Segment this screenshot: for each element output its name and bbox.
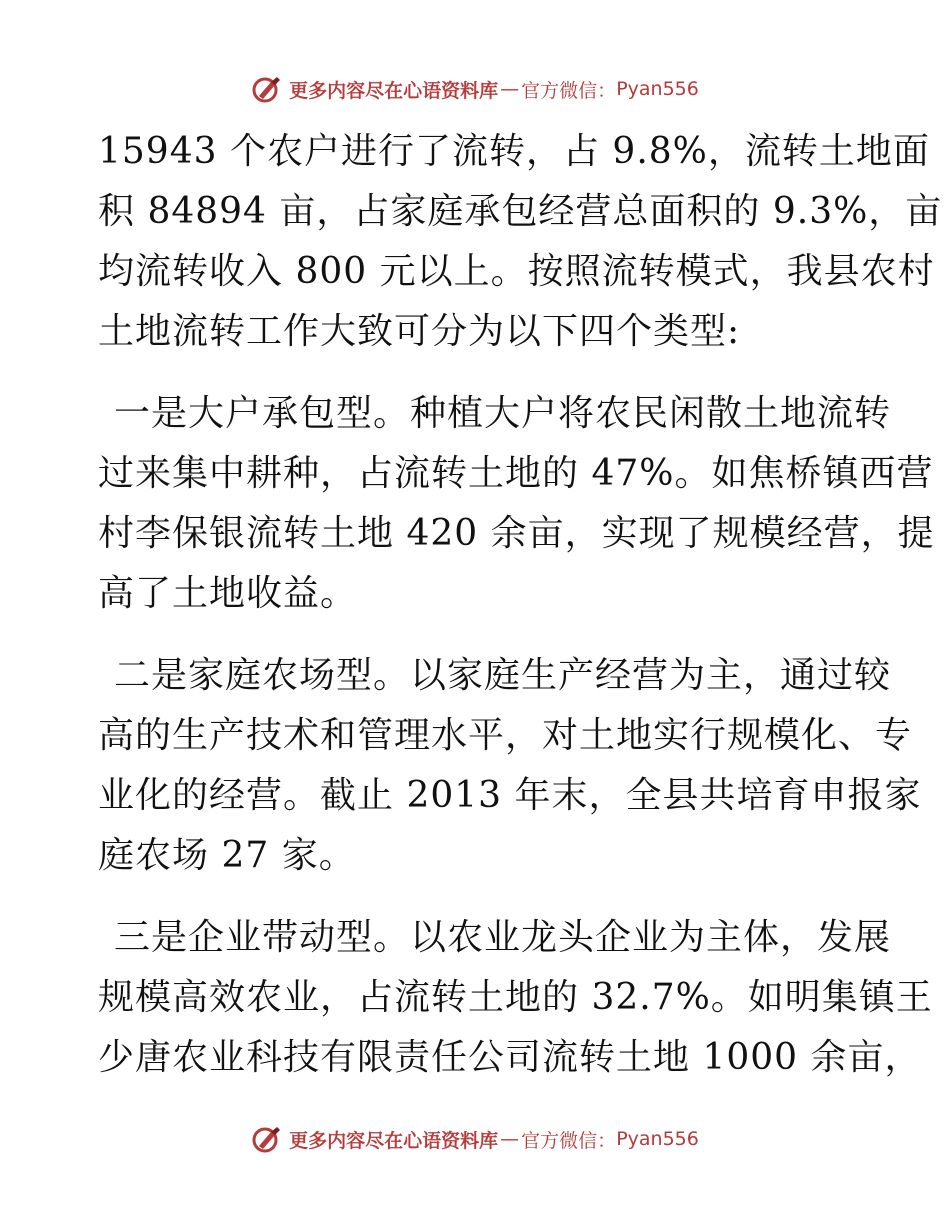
paragraph-1	[98, 122, 943, 362]
watermark-main-text: 更多内容尽在心语资料库	[289, 1129, 499, 1152]
watermark-dash: —	[500, 78, 520, 100]
paragraph-2	[98, 384, 935, 624]
text-line: 积 84894 亩，占家庭承包经营总面积的 9.3%，亩	[98, 191, 943, 232]
watermark-dash: —	[500, 1128, 520, 1150]
text-line: 均流转收入 800 元以上。按照流转模式，我县农村	[98, 251, 935, 292]
text-line: 规模高效农业，占流转土地的 32.7%。如明集镇王	[98, 977, 933, 1018]
text-line: 少唐农业科技有限责任公司流转土地 1000 余亩，	[98, 1037, 922, 1078]
text-line: 高了土地收益。	[98, 573, 358, 614]
watermark-wechat-id: Pyan556	[616, 78, 699, 100]
text-line: 二是家庭农场型。以家庭生产经营为主，通过较	[114, 655, 892, 696]
watermark-sub-text: 官方微信：	[521, 1129, 617, 1152]
text-line: 三是企业带动型。以农业龙头企业为主体，发展	[114, 917, 892, 958]
header-watermark	[0, 74, 950, 104]
paragraph-4	[98, 908, 933, 1088]
text-line: 业化的经营。截止 2013 年末，全县共培育申报家	[98, 775, 922, 816]
text-line: 高的生产技术和管理水平，对土地实行规模化、专	[98, 715, 913, 756]
watermark-wechat-id: Pyan556	[616, 1128, 699, 1150]
text-line: 村李保银流转土地 420 余亩，实现了规模经营，提	[98, 513, 935, 554]
footer-watermark	[0, 1124, 950, 1154]
watermark-sub-text: 官方微信：	[521, 79, 617, 102]
text-line: 一是大户承包型。种植大户将农民闲散土地流转	[114, 393, 892, 434]
text-line: 庭农场 27 家。	[98, 835, 356, 876]
paragraph-3	[98, 646, 922, 886]
text-line: 过来集中耕种，占流转土地的 47%。如焦桥镇西营	[98, 453, 934, 494]
text-line: 15943 个农户进行了流转，占 9.8%，流转土地面	[98, 131, 930, 172]
text-line: 土地流转工作大致可分为以下四个类型:	[98, 311, 741, 352]
pen-logo-icon	[251, 1124, 285, 1154]
watermark-main-text: 更多内容尽在心语资料库	[289, 79, 499, 102]
document-body	[98, 122, 943, 1088]
pen-logo-icon	[251, 74, 285, 104]
